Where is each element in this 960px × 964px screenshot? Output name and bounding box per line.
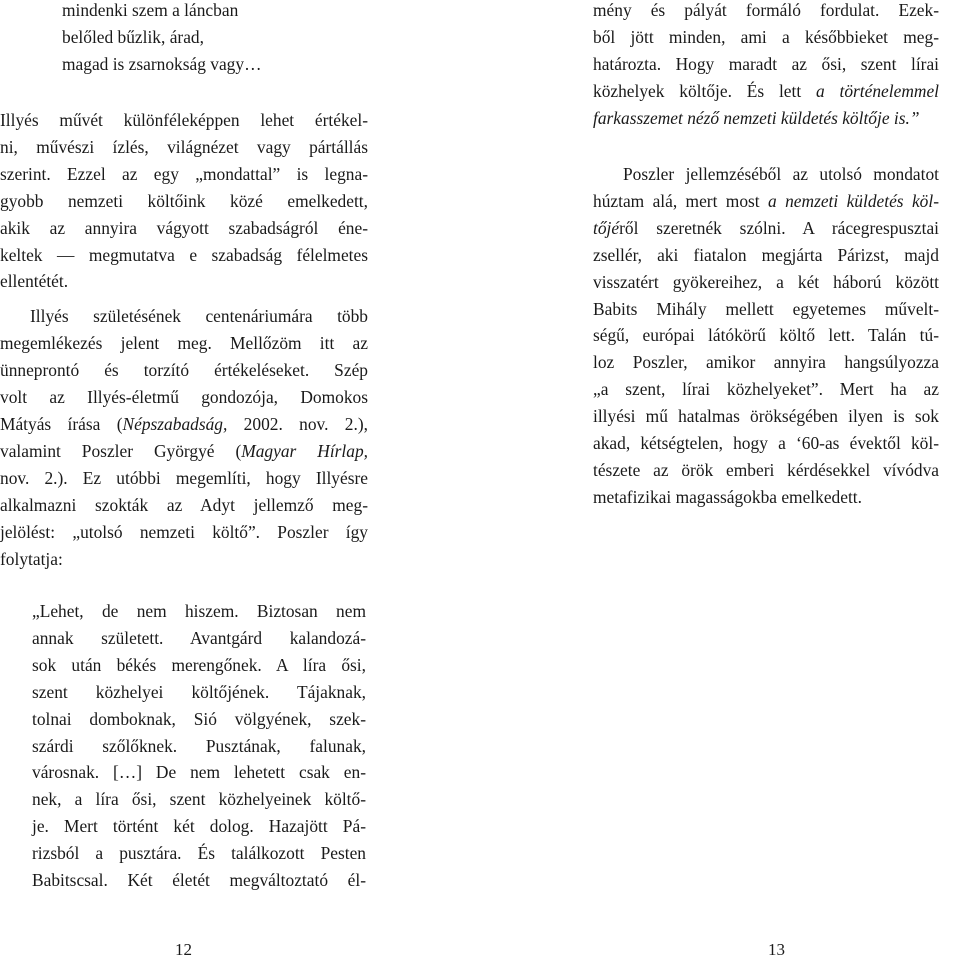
text-line (0, 411, 368, 438)
text-run: Mátyás írása ( (0, 413, 123, 434)
quote-line: tolnai domboknak, Sió völgyének, szek- (32, 708, 366, 729)
text-line: ségű, európai látókörű költő lett. Talán tú- (593, 325, 939, 346)
quote-line: szárdi szőlőknek. Pusztának, falunak, (32, 735, 366, 756)
text-line (593, 105, 939, 132)
text-line: alkalmazni szokták az Adyt jellemző meg- (0, 494, 368, 515)
quote-continuation (593, 0, 939, 132)
text-line: folytatja: (0, 548, 63, 569)
body-text (0, 107, 368, 572)
text-line: volt az Illyés-életmű gondozója, Domokos (0, 387, 368, 408)
right-page (480, 0, 960, 960)
text-run: ről szeretnék szólni. A rácegrespusztai (619, 217, 939, 238)
text-line: illyési mű hatalmas örökségében ilyen is sok (593, 406, 939, 427)
citation-title: Magyar Hírlap, (241, 440, 368, 461)
quote-line: sok után békés merengőnek. A líra ősi, (32, 654, 366, 675)
text-line: Illyés művét különféleképpen lehet értékel- (0, 110, 368, 130)
text-line: Illyés születésének centenáriumára több (30, 306, 368, 327)
text-line: határozta. Hogy maradt az ősi, szent lírai (593, 53, 939, 74)
text-run: valamint Poszler Györgyé ( (0, 440, 242, 461)
text-line: Poszler jellemzéséből az utolsó mondatot (623, 164, 939, 184)
text-line: megemlékezés jelent meg. Mellőzöm itt az (0, 333, 368, 354)
quote-line: szent közhelyei költőjének. Tájaknak, (32, 681, 366, 702)
verse-line: mindenki szem a láncban (62, 0, 239, 20)
text-line: akad, kétségtelen, hogy a ‘60-as évektől köl- (593, 433, 939, 454)
quote-line: „Lehet, de nem hiszem. Biztosan nem (32, 601, 366, 621)
quote-line: városnak. […] De nem lehetett csak en- (32, 762, 366, 783)
text-line: ni, művészi ízlés, világnézet vagy pártállás (0, 136, 368, 157)
paragraph-2 (0, 303, 368, 572)
text-run: húztam alá, mert most (593, 190, 769, 211)
text-line: gyobb nemzeti költőink közé emelkedett, (0, 190, 368, 211)
paragraph-1 (0, 107, 368, 295)
page-number: 13 (768, 940, 785, 959)
citation-title: Népszabadság, (122, 413, 228, 434)
text-line (593, 78, 939, 105)
text-line: ből jött minden, ami a későbbieket meg- (593, 26, 939, 47)
text-line: ellentétét. (0, 271, 69, 292)
quote-line: rizsból a pusztára. És találkozott Pesten (32, 843, 366, 864)
text-line (0, 438, 368, 465)
quote-line: nek, a líra ősi, szent közhelyeinek költő- (32, 789, 366, 810)
verse-line: belőled bűzlik, árad, (62, 26, 204, 47)
text-line: ünneprontó és torzító értékeléseket. Szép (0, 360, 368, 381)
text-line: „a szent, lírai közhelyeket”. Mert ha az (593, 379, 939, 400)
emphasis-text: a történelemmel (816, 80, 939, 101)
quote-line: annak született. Avantgárd kalandozá- (32, 627, 366, 648)
text-line: nov. 2.). Ez utóbbi megemlíti, hogy Illyésre (0, 467, 368, 488)
text-line: metafizikai magasságokba emelkedett. (593, 486, 862, 507)
text-line: mény és pályát formáló fordulat. Ezek- (593, 0, 939, 20)
text-line: loz Poszler, amikor annyira hangsúlyozza (593, 352, 939, 373)
text-line: keltek — megmutatva e szabadság félelmetes (0, 244, 368, 265)
emphasis-text: a nemzeti küldetés köl- (768, 190, 939, 211)
body-text (593, 161, 939, 511)
text-run: közhelyek költője. És lett (593, 80, 816, 101)
emphasis-text: farkasszemet néző nemzeti küldetés költője is.” (593, 107, 920, 128)
text-line: tészete az örök emberi kérdésekkel vívódva (593, 459, 939, 480)
quote-line: je. Mert történt két dolog. Hazajött Pá- (32, 816, 366, 837)
text-line: akik az annyira vágyott szabadságról éne- (0, 217, 368, 238)
text-line (593, 215, 939, 242)
emphasis-text: tőjé (593, 217, 620, 238)
quote-line: Babitscsal. Két életét megváltoztató él- (32, 870, 366, 891)
text-line: szerint. Ezzel az egy „mondattal” is legna- (0, 163, 368, 184)
verse-line: magad is zsarnokság vagy… (62, 53, 262, 74)
text-line: zsellér, aki fiatalon megjárta Párizst, majd (593, 244, 939, 265)
text-line (593, 188, 939, 215)
page-number: 12 (175, 940, 192, 959)
verse-excerpt (62, 0, 261, 78)
text-run: 2002. nov. 2.), (227, 413, 368, 434)
text-line: Babits Mihály mellett egyetemes művelt- (593, 298, 939, 319)
left-page (0, 0, 480, 960)
block-quote (32, 598, 366, 894)
text-line: visszatért gyökereihez, a két háború között (593, 271, 939, 292)
text-line: jelölést: „utolsó nemzeti költő”. Poszler így (0, 521, 368, 542)
